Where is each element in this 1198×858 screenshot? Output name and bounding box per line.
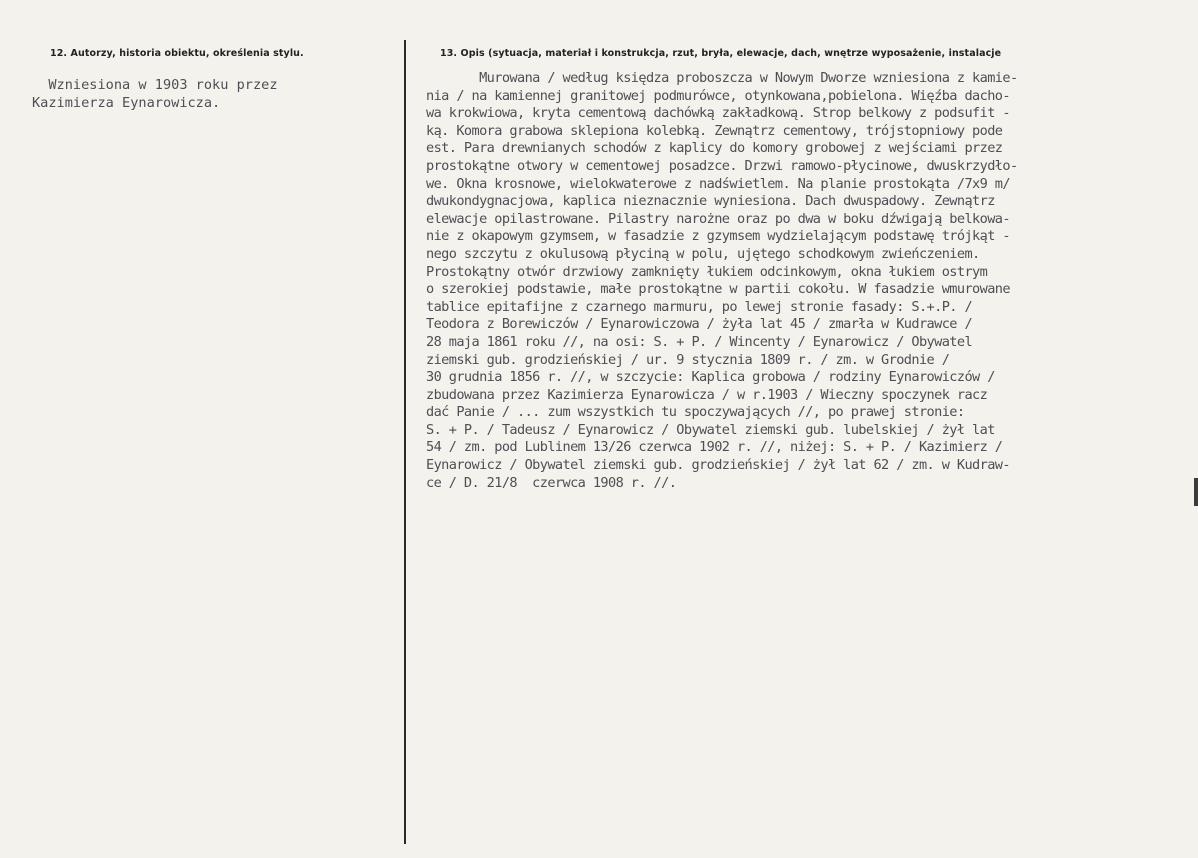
section-13-line: nia / na kamiennej granitowej podmurówce, otynkowana,pobielona. Więźba dacho- [426, 87, 1010, 104]
section-13-line: ce / D. 21/8 czerwca 1908 r. //. [426, 474, 677, 491]
section-12-line: Wzniesiona w 1903 roku przez [32, 77, 278, 93]
section-13-line: elewacje opilastrowane. Pilastry narożne oraz po dwa w boku dźwigają belkowa- [426, 210, 1010, 227]
section-13-line: Eynarowicz / Obywatel ziemski gub. grodzieńskiej / żył lat 62 / zm. w Kudraw- [426, 457, 1010, 474]
section-13-line: 28 maja 1861 roku //, na osi: S. + P. / Wincenty / Eynarowicz / Obywatel [426, 333, 973, 350]
section-13-line: we. Okna krosnowe, wielokwaterowe z nadświetlem. Na planie prostokąta /7x9 m/ [426, 175, 1010, 192]
section-13-line: Teodora z Borewiczów / Eynarowiczowa / żyła lat 45 / zmarła w Kudrawce / [426, 316, 973, 333]
section-13-line: est. Para drewnianych schodów z kaplicy do komory grobowej z wejściami przez [426, 140, 1003, 157]
section-13-line: zbudowana przez Kazimierza Eynarowicza / w r.1903 / Wieczny spoczynek racz [426, 386, 988, 403]
section-13-label: 13. Opis (sytuacja, materiał i konstrukcja, rzut, bryła, elewacje, dach, wnętrze wyposażenie, instalacje [440, 48, 1002, 59]
section-13-line: dwukondygnacjowa, kaplica nieznacznie wyniesiona. Dach dwuspadowy. Zewnątrz [426, 193, 995, 210]
section-13-line: S. + P. / Tadeusz / Eynarowicz / Obywatel ziemski gub. lubelskiej / żył lat [426, 421, 995, 438]
section-12-line: Kazimierza Eynarowicza. [32, 94, 221, 111]
section-13-line: Prostokątny otwór drzwiowy zamknięty łukiem odcinkowym, okna łukiem ostrym [426, 263, 988, 280]
section-13-line: nego szczytu z okulusową płyciną w polu, ujętego schodkowym zwieńczeniem. [426, 245, 980, 262]
section-13-line: prostokątne otwory w cementowej posadzce. Drzwi ramowo-płycinowe, dwuskrzydło- [426, 157, 1018, 174]
section-13-text [426, 70, 1196, 492]
section-13-line: 30 grudnia 1856 r. //, w szczycie: Kaplica grobowa / rodziny Eynarowiczów / [426, 369, 995, 386]
section-13-line: dać Panie / ... zum wszystkich tu spoczywających //, po prawej stronie: [426, 404, 965, 421]
section-12-text [32, 77, 392, 112]
section-13-line: Murowana / według księdza proboszcza w Nowym Dworze wzniesiona z kamie- [426, 70, 1018, 86]
section-13-line: 54 / zm. pod Lublinem 13/26 czerwca 1902 r. //, niżej: S. + P. / Kazimierz / [426, 439, 1003, 456]
section-13-line: o szerokiej podstawie, małe prostokątne w partii cokołu. W fasadzie wmurowane [426, 281, 1010, 298]
section-13-line: wa krokwiowa, kryta cementową dachówką zakładkową. Strop belkowy z podsufit - [426, 105, 1010, 122]
section-12-label: 12. Autorzy, historia obiektu, określenia stylu. [50, 48, 304, 59]
section-13-line: ką. Komora grabowa sklepiona kolebką. Zewnątrz cementowy, trójstopniowy pode [426, 122, 1003, 139]
edge-mark [1194, 478, 1198, 506]
section-13-line: ziemski gub. grodzieńskiej / ur. 9 stycznia 1809 r. / zm. w Grodnie / [426, 351, 950, 368]
section-13-line: tablice epitafijne z czarnego marmuru, po lewej stronie fasady: S.+.P. / [426, 298, 973, 315]
section-13-line: nie z okapowym gzymsem, w fasadzie z gzymsem wydzielającym podstawę trójkąt - [426, 228, 1010, 245]
column-divider [404, 40, 406, 844]
